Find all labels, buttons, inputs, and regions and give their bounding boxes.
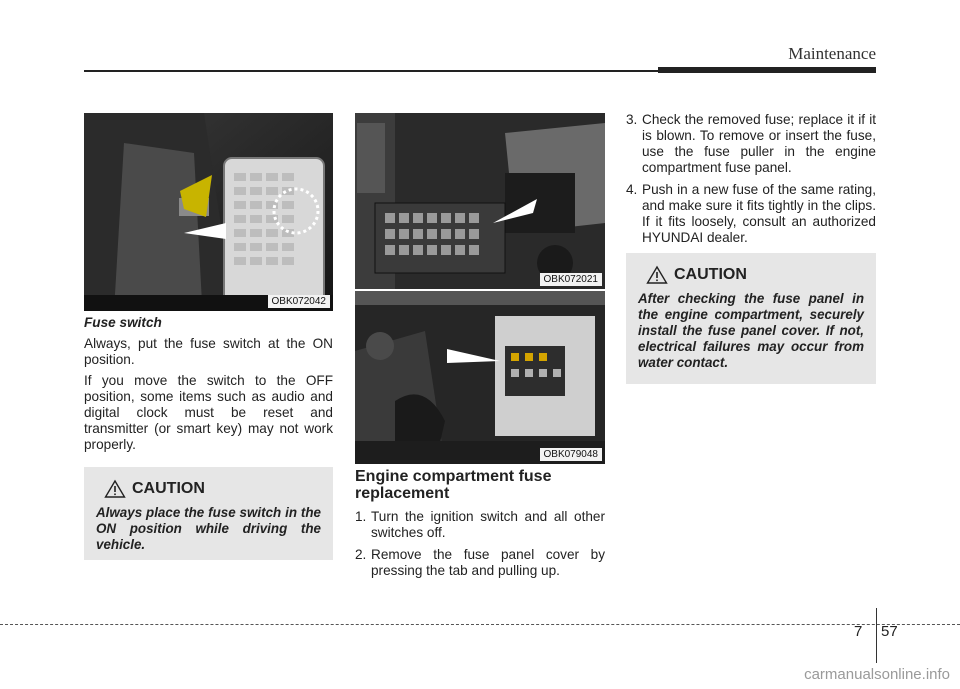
caution-text: After checking the fuse panel in the engine compartment, securely install the fuse panel cover. If not, electrical failures may occur from water contact. bbox=[638, 291, 864, 370]
footer-rule bbox=[0, 624, 960, 625]
page-number-divider bbox=[876, 608, 877, 663]
fuse-panel-photo-icon bbox=[355, 291, 605, 464]
warning-triangle-icon bbox=[104, 479, 126, 499]
fuse-switch-paragraph-2: If you move the switch to the OFF position, some items such as audio and digital clock must be reset and transmitter (or smart key) may not work properly. bbox=[84, 373, 333, 452]
step-text: Turn the ignition switch and all other switches off. bbox=[371, 509, 605, 540]
caution-text: Always place the fuse switch in the ON position while driving the vehicle. bbox=[96, 505, 321, 552]
list-item bbox=[355, 547, 605, 579]
warning-triangle-icon bbox=[646, 265, 668, 285]
list-item bbox=[626, 112, 876, 176]
engine-replacement-heading: Engine compartment fuse replacement bbox=[355, 468, 552, 502]
header-rule-accent bbox=[658, 67, 876, 73]
fuse-switch-title: Fuse switch bbox=[84, 315, 162, 330]
fuse-switch-caution bbox=[84, 467, 333, 560]
engine-bay-photo-icon bbox=[355, 113, 605, 289]
fuse-switch-photo bbox=[84, 113, 333, 311]
caution-header bbox=[104, 479, 321, 499]
chapter-number: 7 bbox=[854, 623, 863, 640]
section-title: Maintenance bbox=[788, 44, 876, 63]
figure-code: OBK072021 bbox=[540, 273, 603, 286]
caution-title: CAUTION bbox=[132, 480, 205, 497]
step-number: 4. bbox=[626, 182, 638, 197]
list-item bbox=[626, 182, 876, 246]
caution-title: CAUTION bbox=[674, 266, 747, 283]
steps-list-middle bbox=[355, 509, 605, 585]
figure-code: OBK072042 bbox=[268, 295, 331, 308]
caution-header bbox=[646, 265, 864, 285]
step-number: 2. bbox=[355, 547, 367, 562]
list-item bbox=[355, 509, 605, 541]
watermark: carmanualsonline.info bbox=[804, 666, 950, 683]
step-number: 1. bbox=[355, 509, 367, 524]
fuse-switch-photo-icon bbox=[84, 113, 333, 311]
step-text: Remove the fuse panel cover by pressing the tab and pulling up. bbox=[371, 547, 605, 578]
step-text: Check the removed fuse; replace it if it is blown. To remove or insert the fuse, use the fuse puller in the engine compartment fuse panel. bbox=[642, 112, 876, 175]
step-number: 3. bbox=[626, 112, 638, 127]
fuse-panel-photo bbox=[355, 291, 605, 464]
fuse-switch-paragraph-1: Always, put the fuse switch at the ON position. bbox=[84, 336, 333, 367]
figure-code: OBK079048 bbox=[540, 448, 603, 461]
engine-bay-photo bbox=[355, 113, 605, 289]
engine-replacement-caution bbox=[626, 253, 876, 384]
page-number: 57 bbox=[881, 623, 898, 640]
steps-list-right bbox=[626, 112, 876, 252]
step-text: Push in a new fuse of the same rating, and make sure it fits tightly in the clips. If it fits loosely, consult an authorized HYUNDAI dealer. bbox=[642, 182, 876, 245]
